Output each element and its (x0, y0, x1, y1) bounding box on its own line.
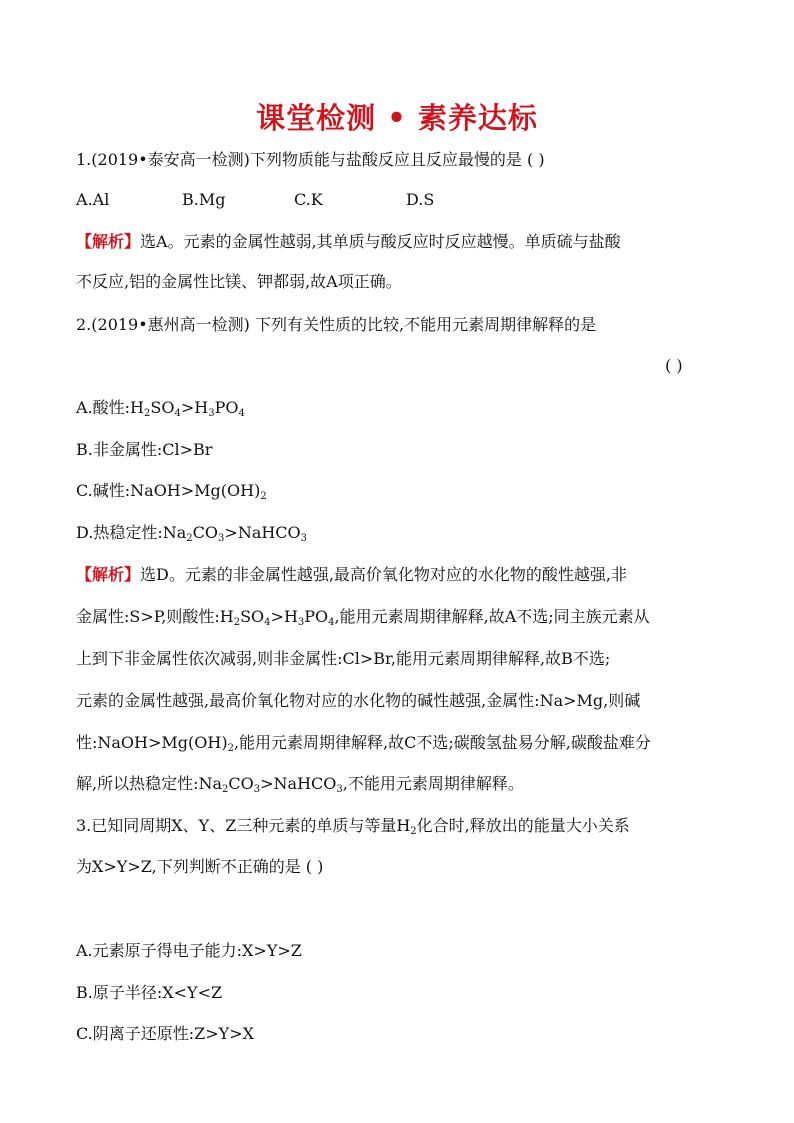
q1-option-b: B.Mg (182, 190, 226, 209)
q2-analysis-line3: 上到下非金属性依次减弱,则非金属性:Cl>Br,能用元素周期律解释,故B不选; (76, 649, 611, 668)
q2-analysis-line6: 解,所以热稳定性$:Na_2CO_3>NaHCO_3$,不能用元素周期律解释。 (76, 774, 524, 795)
q3-stem-line1: 3.已知同周期X、Y、Z三种元素的单质与等量$H_2$化合时,释放出的能量大小关系 (76, 816, 630, 837)
q1-analysis-line2: 不反应,铝的金属性比镁、钾都弱,故A项正确。 (76, 272, 402, 291)
q2-option-d: D.热稳定性$:Na_2CO_3>NaHCO_3$ (76, 523, 308, 544)
q2-analysis-line1: 【解析】选D。元素的非金属性越强,最高价氧化物对应的水化物的酸性越强,非 (76, 565, 628, 584)
q1-option-a: A.Al (76, 190, 110, 209)
q2-option-c: C.碱性$:NaOH>Mg(OH)_2$ (76, 481, 267, 502)
analysis-tag: 【解析】 (76, 565, 141, 584)
q2-option-b: B.非金属性:Cl>Br (76, 440, 213, 459)
q1-option-c: C.K (294, 190, 323, 209)
q3-option-c: C.阴离子还原性:Z>Y>X (76, 1024, 255, 1043)
q3-option-a: A.元素原子得电子能力:X>Y>Z (76, 941, 302, 960)
q3-stem-line2: 为X>Y>Z,下列判断不正确的是 ( ) (76, 857, 324, 876)
q2-analysis-line4: 元素的金属性越强,最高价氧化物对应的水化物的碱性越强,金属性:Na>Mg,则碱 (76, 691, 641, 710)
q1-options (76, 190, 434, 210)
q1-analysis-line1: 【解析】选A。元素的金属性越弱,其单质与酸反应时反应越慢。单质硫与盐酸 (76, 232, 621, 251)
q2-analysis-line5: 性$:NaOH>Mg(OH)_2$,能用元素周期律解释,故C不选;碳酸氢盐易分解,碳酸盐难分 (76, 733, 651, 754)
q2-stem: 2.(2019•惠州高一检测) 下列有关性质的比较,不能用元素周期律解释的是 (76, 315, 597, 334)
q1-option-d: D.S (406, 190, 435, 209)
q2-option-a: A.酸性$:H_2SO_4>H_3PO_4$ (76, 398, 245, 419)
q1-stem: 1.(2019•泰安高一检测)下列物质能与盐酸反应且反应最慢的是 ( ) (76, 150, 545, 169)
q2-analysis-line2: 金属性:S>P,则酸性$:H_2SO_4>H_3PO_4$,能用元素周期律解释,故A不选;同主族元素从 (76, 607, 650, 628)
q3-option-b: B.原子半径:X<Y<Z (76, 983, 223, 1002)
page-title: 课堂检测 • 素养达标 (256, 101, 538, 135)
q2-answer-paren: ( ) (665, 356, 683, 375)
analysis-tag: 【解析】 (76, 232, 141, 251)
